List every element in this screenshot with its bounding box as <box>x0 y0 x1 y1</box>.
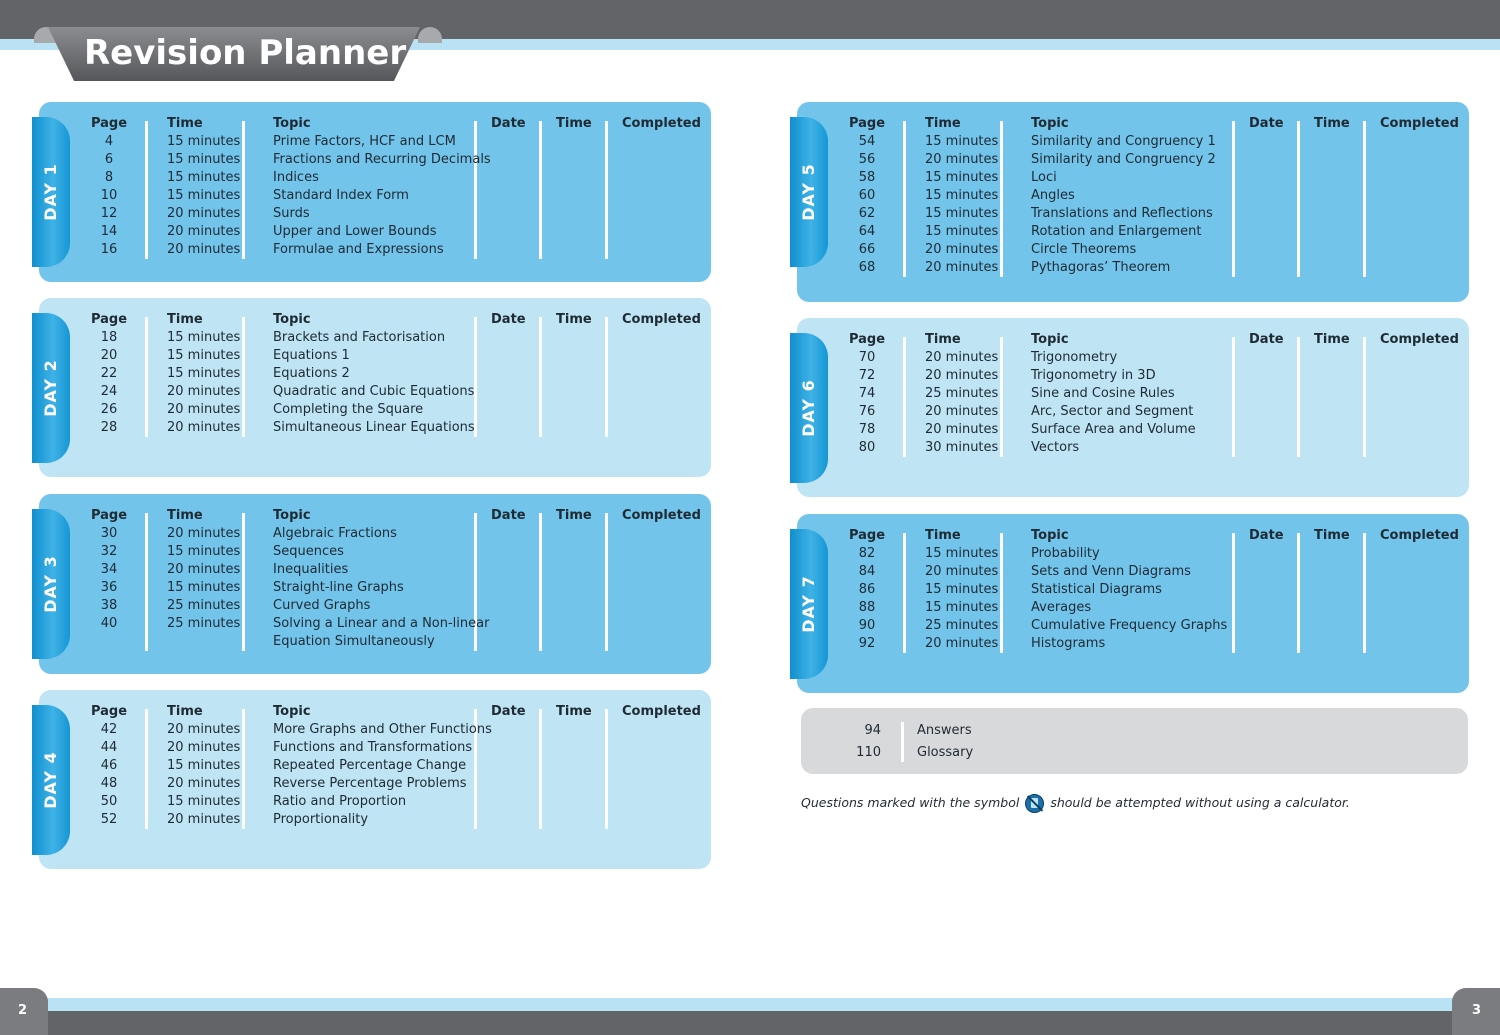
day-label: DAY 2 <box>41 359 60 417</box>
column-header-completed: Completed <box>1380 332 1459 347</box>
topic-cell: Loci <box>1031 170 1057 185</box>
column-header-date: Date <box>491 116 526 131</box>
time-cell: 15 minutes <box>167 134 241 149</box>
time-cell: 15 minutes <box>925 224 999 239</box>
page-cell: 48 <box>100 776 118 791</box>
column-divider <box>539 121 542 259</box>
time-cell: 15 minutes <box>167 794 241 809</box>
page-cell: 4 <box>104 134 114 149</box>
time-cell: 15 minutes <box>167 544 241 559</box>
topic-cell: Formulae and Expressions <box>273 242 444 257</box>
time-cell: 25 minutes <box>925 386 999 401</box>
column-divider <box>605 513 608 651</box>
day-ribbon-7 <box>790 529 828 679</box>
page-cell: 66 <box>858 242 876 257</box>
topic-cell: Proportionality <box>273 812 369 827</box>
time-cell: 15 minutes <box>167 152 241 167</box>
column-divider <box>145 709 148 829</box>
extra-label-answers: Answers <box>917 723 972 738</box>
topic-cell: Probability <box>1031 546 1100 561</box>
topic-cell: Straight-line Graphs <box>273 580 404 595</box>
page-cell: 14 <box>100 224 118 239</box>
topic-cell: Repeated Percentage Change <box>273 758 467 773</box>
page-cell: 90 <box>858 618 876 633</box>
note-text-before: Questions marked with the symbol <box>801 795 1020 810</box>
page-cell: 92 <box>858 636 876 651</box>
page-cell: 80 <box>858 440 876 455</box>
topic-cell: Histograms <box>1031 636 1106 651</box>
column-header-time: Time <box>925 116 961 131</box>
topic-cell: Vectors <box>1031 440 1080 455</box>
column-divider <box>539 513 542 651</box>
column-divider <box>145 121 148 259</box>
calculator-note <box>801 794 1350 813</box>
column-divider <box>605 709 608 829</box>
time-cell: 15 minutes <box>167 758 241 773</box>
topic-cell: Simultaneous Linear Equations <box>273 420 475 435</box>
time-cell: 20 minutes <box>925 636 999 651</box>
time-cell: 20 minutes <box>167 812 241 827</box>
page-cell: 6 <box>104 152 114 167</box>
topic-cell: Sine and Cosine Rules <box>1031 386 1175 401</box>
topic-cell: Equations 1 <box>273 348 350 363</box>
column-divider <box>242 121 245 259</box>
column-header-time2: Time <box>1314 332 1350 347</box>
column-header-page: Page <box>90 116 128 131</box>
column-header-topic: Topic <box>273 116 311 131</box>
page-cell: 16 <box>100 242 118 257</box>
time-cell: 20 minutes <box>925 152 999 167</box>
bottom-bar <box>0 1011 1500 1035</box>
column-header-time2: Time <box>1314 528 1350 543</box>
time-cell: 15 minutes <box>167 188 241 203</box>
column-header-time: Time <box>167 116 203 131</box>
column-divider <box>1232 533 1235 653</box>
day-ribbon-2 <box>32 313 70 463</box>
column-divider <box>605 317 608 437</box>
extra-page-glossary: 110 <box>856 745 881 760</box>
topic-cell: Averages <box>1031 600 1092 615</box>
column-header-completed: Completed <box>1380 116 1459 131</box>
time-cell: 20 minutes <box>167 242 241 257</box>
column-header-completed: Completed <box>622 704 701 719</box>
topic-cell: Equations 2 <box>273 366 350 381</box>
column-divider <box>539 709 542 829</box>
page-number-left: 2 <box>0 988 48 1035</box>
page-cell: 88 <box>858 600 876 615</box>
page-cell: 62 <box>858 206 876 221</box>
topic-cell: Statistical Diagrams <box>1031 582 1162 597</box>
column-header-completed: Completed <box>622 116 701 131</box>
page-cell: 64 <box>858 224 876 239</box>
topic-cell: Functions and Transformations <box>273 740 473 755</box>
column-header-time: Time <box>167 312 203 327</box>
column-divider <box>903 337 906 457</box>
page-cell: 50 <box>100 794 118 809</box>
page-cell: 34 <box>100 562 118 577</box>
column-header-completed: Completed <box>622 508 701 523</box>
column-divider <box>1232 337 1235 457</box>
column-header-completed: Completed <box>1380 528 1459 543</box>
time-cell: 15 minutes <box>167 348 241 363</box>
topic-cell: Fractions and Recurring Decimals <box>273 152 491 167</box>
column-header-topic: Topic <box>273 508 311 523</box>
column-divider <box>145 317 148 437</box>
topic-cell: Ratio and Proportion <box>273 794 407 809</box>
topic-cell: Equation Simultaneously <box>273 634 435 649</box>
topic-cell: Trigonometry <box>1031 350 1118 365</box>
day-label: DAY 1 <box>41 163 60 221</box>
page-cell: 20 <box>100 348 118 363</box>
time-cell: 30 minutes <box>925 440 999 455</box>
column-header-time: Time <box>925 528 961 543</box>
topic-cell: Similarity and Congruency 2 <box>1031 152 1216 167</box>
time-cell: 15 minutes <box>925 546 999 561</box>
day-ribbon-4 <box>32 705 70 855</box>
column-divider <box>1000 121 1003 277</box>
page-cell: 30 <box>100 526 118 541</box>
column-divider <box>605 121 608 259</box>
topic-cell: Arc, Sector and Segment <box>1031 404 1194 419</box>
page-cell: 68 <box>858 260 876 275</box>
page-cell: 32 <box>100 544 118 559</box>
page-cell: 24 <box>100 384 118 399</box>
page-cell: 36 <box>100 580 118 595</box>
column-header-page: Page <box>90 704 128 719</box>
column-header-topic: Topic <box>1031 332 1069 347</box>
page-cell: 28 <box>100 420 118 435</box>
topic-cell: Translations and Reflections <box>1031 206 1213 221</box>
column-header-time2: Time <box>1314 116 1350 131</box>
column-header-topic: Topic <box>1031 116 1069 131</box>
day-label: DAY 4 <box>41 751 60 809</box>
topic-cell: Angles <box>1031 188 1075 203</box>
time-cell: 15 minutes <box>925 206 999 221</box>
topic-cell: Sets and Venn Diagrams <box>1031 564 1191 579</box>
column-divider <box>1363 533 1366 653</box>
time-cell: 20 minutes <box>167 740 241 755</box>
time-cell: 20 minutes <box>925 404 999 419</box>
time-cell: 25 minutes <box>167 616 241 631</box>
time-cell: 15 minutes <box>925 134 999 149</box>
page-cell: 10 <box>100 188 118 203</box>
column-header-page: Page <box>90 312 128 327</box>
extras-divider <box>901 722 904 762</box>
time-cell: 15 minutes <box>167 330 241 345</box>
topic-cell: Quadratic and Cubic Equations <box>273 384 475 399</box>
time-cell: 20 minutes <box>167 776 241 791</box>
column-divider <box>1000 337 1003 457</box>
page-cell: 76 <box>858 404 876 419</box>
column-header-time2: Time <box>556 312 592 327</box>
topic-cell: Rotation and Enlargement <box>1031 224 1202 239</box>
page-cell: 54 <box>858 134 876 149</box>
topic-cell: Indices <box>273 170 319 185</box>
day-ribbon-1 <box>32 117 70 267</box>
topic-cell: Upper and Lower Bounds <box>273 224 437 239</box>
column-header-topic: Topic <box>273 704 311 719</box>
day-ribbon-6 <box>790 333 828 483</box>
page-cell: 46 <box>100 758 118 773</box>
time-cell: 20 minutes <box>925 368 999 383</box>
time-cell: 20 minutes <box>167 722 241 737</box>
day-panel-5 <box>797 102 1469 302</box>
column-divider <box>1363 337 1366 457</box>
page-cell: 18 <box>100 330 118 345</box>
column-header-date: Date <box>491 508 526 523</box>
column-divider <box>903 533 906 653</box>
page-cell: 78 <box>858 422 876 437</box>
topic-cell: Pythagoras’ Theorem <box>1031 260 1171 275</box>
column-divider <box>242 513 245 651</box>
day-label: DAY 7 <box>799 575 818 633</box>
time-cell: 15 minutes <box>167 580 241 595</box>
day-panel-6 <box>797 318 1469 497</box>
page-cell: 82 <box>858 546 876 561</box>
topic-cell: Brackets and Factorisation <box>273 330 446 345</box>
column-divider <box>1232 121 1235 277</box>
column-divider <box>145 513 148 651</box>
day-panel-4 <box>39 690 711 869</box>
extra-label-glossary: Glossary <box>917 745 974 760</box>
time-cell: 20 minutes <box>167 420 241 435</box>
day-panel-1 <box>39 102 711 282</box>
column-divider <box>1297 337 1300 457</box>
topic-cell: Similarity and Congruency 1 <box>1031 134 1216 149</box>
page-cell: 12 <box>100 206 118 221</box>
column-header-date: Date <box>491 704 526 719</box>
column-divider <box>903 121 906 277</box>
time-cell: 20 minutes <box>925 242 999 257</box>
day-label: DAY 6 <box>799 379 818 437</box>
column-header-time: Time <box>167 704 203 719</box>
bottom-stripe <box>0 998 1500 1011</box>
time-cell: 20 minutes <box>925 260 999 275</box>
time-cell: 15 minutes <box>925 188 999 203</box>
column-header-date: Date <box>491 312 526 327</box>
page-cell: 60 <box>858 188 876 203</box>
time-cell: 20 minutes <box>167 384 241 399</box>
page-cell: 38 <box>100 598 118 613</box>
page-number-right: 3 <box>1452 988 1500 1035</box>
column-header-time: Time <box>167 508 203 523</box>
topic-cell: Completing the Square <box>273 402 424 417</box>
time-cell: 20 minutes <box>925 564 999 579</box>
topic-cell: Circle Theorems <box>1031 242 1137 257</box>
column-header-time2: Time <box>556 508 592 523</box>
day-label: DAY 5 <box>799 163 818 221</box>
column-header-time: Time <box>925 332 961 347</box>
column-header-page: Page <box>90 508 128 523</box>
no-calculator-icon <box>1025 794 1044 813</box>
day-ribbon-5 <box>790 117 828 267</box>
time-cell: 15 minutes <box>167 366 241 381</box>
page-cell: 42 <box>100 722 118 737</box>
column-header-completed: Completed <box>622 312 701 327</box>
day-panel-7 <box>797 514 1469 693</box>
time-cell: 20 minutes <box>167 526 241 541</box>
time-cell: 20 minutes <box>167 402 241 417</box>
topic-cell: Surface Area and Volume <box>1031 422 1196 437</box>
time-cell: 25 minutes <box>925 618 999 633</box>
column-header-date: Date <box>1249 332 1284 347</box>
column-header-page: Page <box>848 116 886 131</box>
page-cell: 74 <box>858 386 876 401</box>
topic-cell: Standard Index Form <box>273 188 409 203</box>
topic-cell: Sequences <box>273 544 344 559</box>
column-header-time2: Time <box>556 704 592 719</box>
column-header-page: Page <box>848 528 886 543</box>
time-cell: 15 minutes <box>925 170 999 185</box>
page-cell: 22 <box>100 366 118 381</box>
time-cell: 20 minutes <box>925 422 999 437</box>
day-ribbon-3 <box>32 509 70 659</box>
day-label: DAY 3 <box>41 555 60 613</box>
topic-cell: Solving a Linear and a Non-linear <box>273 616 490 631</box>
page-cell: 40 <box>100 616 118 631</box>
time-cell: 15 minutes <box>167 170 241 185</box>
topic-cell: Cumulative Frequency Graphs <box>1031 618 1228 633</box>
column-header-page: Page <box>848 332 886 347</box>
day-panel-2 <box>39 298 711 477</box>
page-cell: 58 <box>858 170 876 185</box>
extra-page-answers: 94 <box>864 723 881 738</box>
page-cell: 52 <box>100 812 118 827</box>
page-cell: 86 <box>858 582 876 597</box>
column-divider <box>1000 533 1003 653</box>
page-cell: 84 <box>858 564 876 579</box>
topic-cell: Surds <box>273 206 310 221</box>
page-cell: 70 <box>858 350 876 365</box>
topic-cell: Curved Graphs <box>273 598 371 613</box>
column-divider <box>1363 121 1366 277</box>
page-cell: 44 <box>100 740 118 755</box>
page-cell: 26 <box>100 402 118 417</box>
topic-cell: Algebraic Fractions <box>273 526 397 541</box>
column-divider <box>474 121 477 259</box>
topic-cell: Prime Factors, HCF and LCM <box>273 134 456 149</box>
column-header-topic: Topic <box>1031 528 1069 543</box>
column-header-date: Date <box>1249 528 1284 543</box>
column-divider <box>539 317 542 437</box>
column-divider <box>1297 533 1300 653</box>
note-text-after: should be attempted without using a calculator. <box>1050 795 1350 810</box>
page-title: Revision Planner <box>84 33 407 73</box>
page-cell: 72 <box>858 368 876 383</box>
column-header-date: Date <box>1249 116 1284 131</box>
column-divider <box>242 709 245 829</box>
topic-cell: Trigonometry in 3D <box>1031 368 1156 383</box>
column-header-topic: Topic <box>273 312 311 327</box>
column-divider <box>242 317 245 437</box>
page-cell: 8 <box>104 170 114 185</box>
topic-cell: Inequalities <box>273 562 349 577</box>
time-cell: 20 minutes <box>167 206 241 221</box>
time-cell: 20 minutes <box>925 350 999 365</box>
time-cell: 15 minutes <box>925 600 999 615</box>
time-cell: 15 minutes <box>925 582 999 597</box>
time-cell: 20 minutes <box>167 224 241 239</box>
time-cell: 25 minutes <box>167 598 241 613</box>
topic-cell: Reverse Percentage Problems <box>273 776 467 791</box>
page-cell: 56 <box>858 152 876 167</box>
column-header-time2: Time <box>556 116 592 131</box>
extras-panel <box>801 708 1468 774</box>
time-cell: 20 minutes <box>167 562 241 577</box>
topic-cell: More Graphs and Other Functions <box>273 722 492 737</box>
day-panel-3 <box>39 494 711 674</box>
column-divider <box>1297 121 1300 277</box>
